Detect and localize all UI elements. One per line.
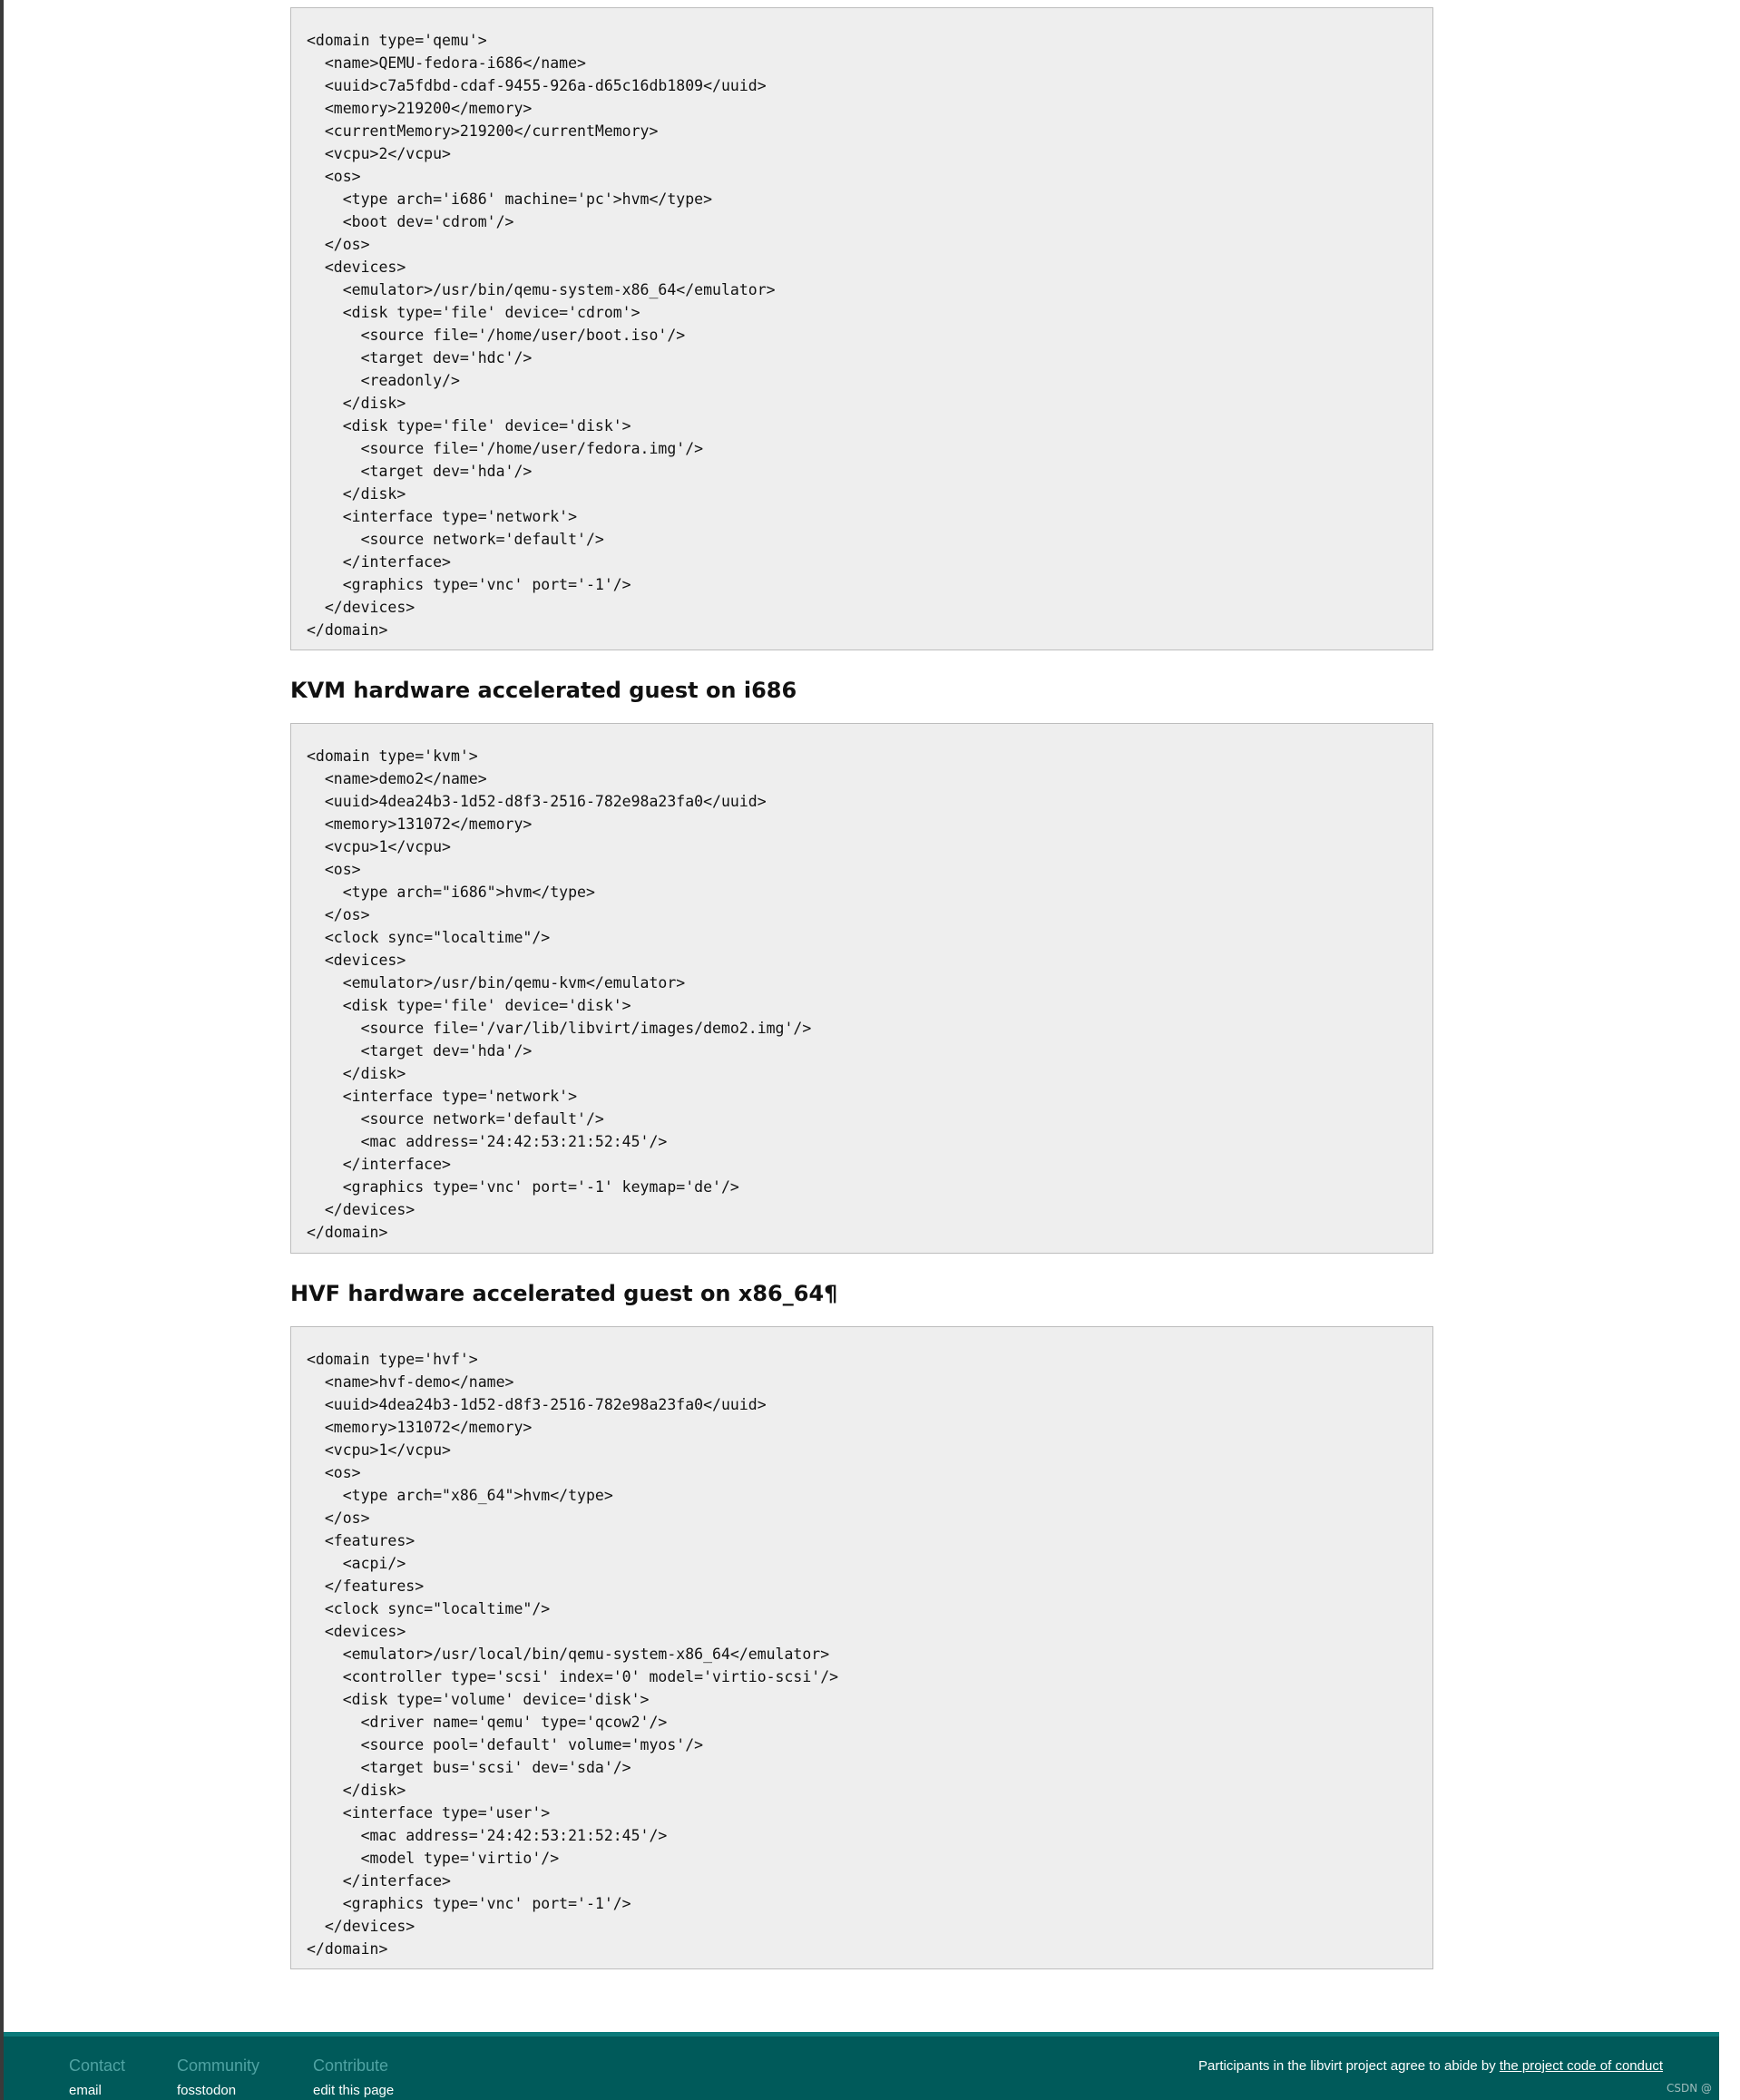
heading-hvf-guest-x86-64[interactable]: HVF hardware accelerated guest on x86_64¶ (290, 1281, 838, 1306)
footer-heading-contact: Contact (69, 2056, 126, 2075)
code-block-hvf-example: <domain type='hvf'> <name>hvf-demo</name> <uuid>4dea24b3-1d52-d8f3-2516-782e98a23fa0</uuid> <memory>131072</memory> <vcpu>1</vcpu> <os> <type arch="x86_64">hvm</type> </os> <features> <acpi/> </features> <clock sync="localtime"/> <devices> <emulator>/usr/local/bin/qemu-system-x86_64</emulator> <controller type='scsi' index='0' model='virtio-scsi'/> <disk type='volume' device='disk'> <driver name='qemu' type='qcow2'/> <source pool='default' volume='myos'/> <target bus='scsi' dev='sda'/> </disk> <interface type='user'> <mac address='24:42:53:21:52:45'/> <model type='virtio'/> </interface> <graphics type='vnc' port='-1'/> </devices> </domain> (290, 1326, 1433, 1969)
code-of-conduct-text: Participants in the libvirt project agree to abide by (1198, 2058, 1500, 2074)
footer-link-edit-page[interactable]: edit this page (313, 2083, 395, 2098)
footer-link-email[interactable]: email (69, 2083, 102, 2098)
site-footer (4, 2032, 1719, 2100)
code-block-qemu-example: <domain type='qemu'> <name>QEMU-fedora-i686</name> <uuid>c7a5fdbd-cdaf-9455-926a-d65c16db1809</uuid> <memory>219200</memory> <currentMemory>219200</currentMemory> <vcpu>2</vcpu> <os> <type arch='i686' machine='pc'>hvm</type> <boot dev='cdrom'/> </os> <devices> <emulator>/usr/bin/qemu-system-x86_64</emulator> <disk type='file' device='cdrom'> <source file='/home/user/boot.iso'/> <target dev='hdc'/> <readonly/> </disk> <disk type='file' device='disk'> <source file='/home/user/fedora.img'/> <target dev='hda'/> </disk> <interface type='network'> <source network='default'/> </interface> <graphics type='vnc' port='-1'/> </devices> </domain> (290, 7, 1433, 650)
footer-column-contact (69, 2056, 125, 2098)
code-of-conduct-notice (1198, 2058, 1663, 2074)
csdn-watermark: CSDN @ (1666, 2082, 1712, 2095)
footer-column-community (177, 2056, 259, 2098)
code-block-kvm-example: <domain type='kvm'> <name>demo2</name> <uuid>4dea24b3-1d52-d8f3-2516-782e98a23fa0</uuid> <memory>131072</memory> <vcpu>1</vcpu> <os> <type arch="i686">hvm</type> </os> <clock sync="localtime"/> <devices> <emulator>/usr/bin/qemu-kvm</emulator> <disk type='file' device='disk'> <source file='/var/lib/libvirt/images/demo2.img'/> <target dev='hda'/> </disk> <interface type='network'> <source network='default'/> <mac address='24:42:53:21:52:45'/> </interface> <graphics type='vnc' port='-1' keymap='de'/> </devices> </domain> (290, 723, 1433, 1254)
footer-column-contribute (313, 2056, 394, 2098)
heading-kvm-guest-i686: KVM hardware accelerated guest on i686 (290, 678, 797, 703)
left-window-edge (0, 0, 4, 2100)
footer-heading-contribute: Contribute (313, 2056, 389, 2075)
code-of-conduct-link[interactable]: the project code of conduct (1499, 2058, 1663, 2074)
vertical-scrollbar[interactable] (1719, 0, 1740, 2100)
footer-link-fosstodon[interactable]: fosstodon (177, 2083, 237, 2098)
footer-heading-community: Community (177, 2056, 260, 2075)
